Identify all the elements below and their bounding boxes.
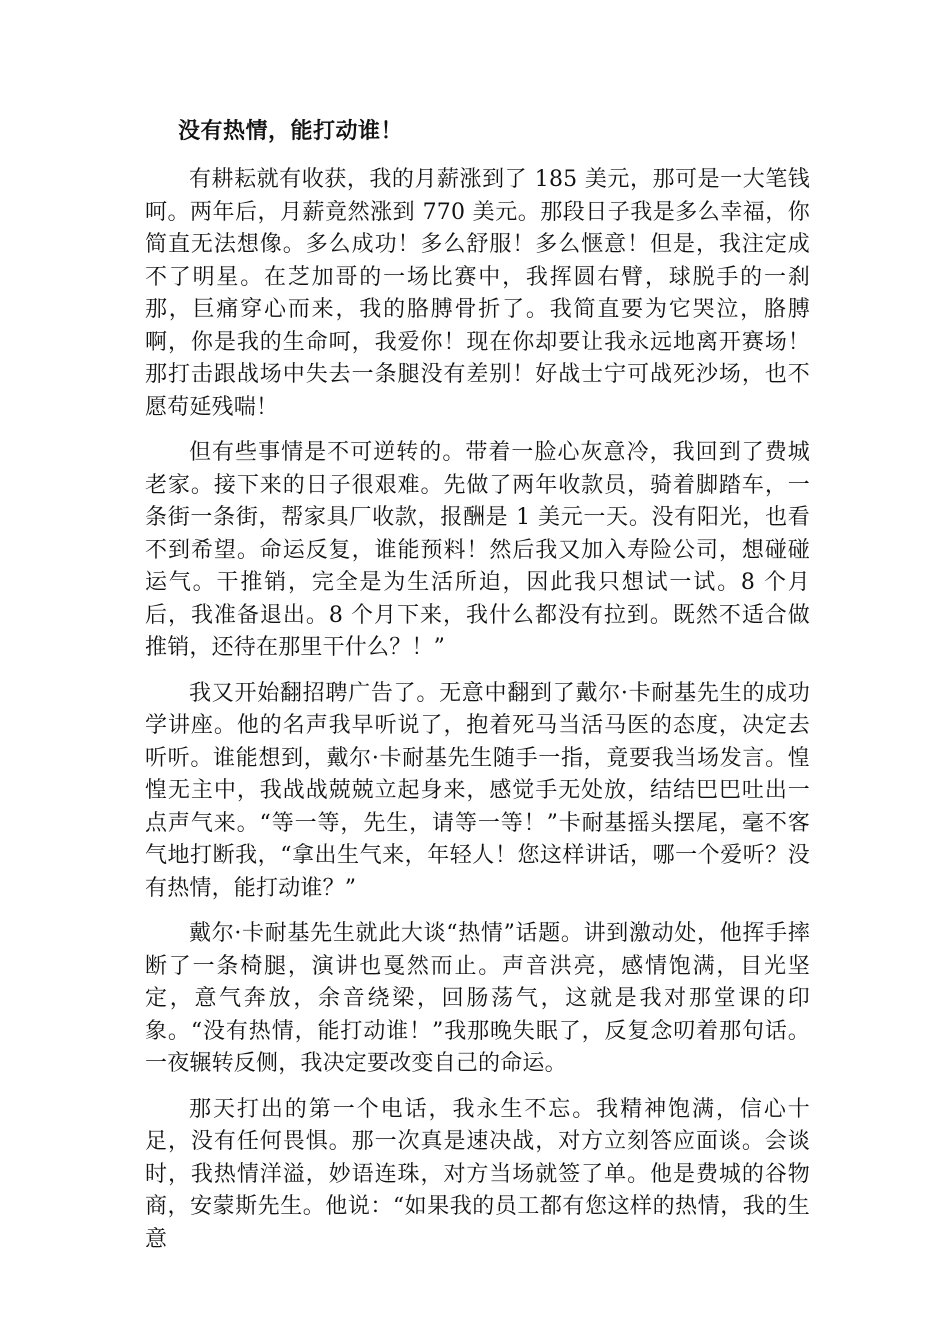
- paragraph: 有耕耘就有收获，我的月薪涨到了 185 美元，那可是一大笔钱呵。两年后，月薪竟然涨到 770 美元。那段日子我是多么幸福，你简直无法想像。多么成功！多么舒服！多么惬意！但是，我注定成不了明星。在芝加哥的一场比赛中，我挥圆右臂，球脱手的一刹那，巨痛穿心而来，我的胳膊骨折了。我简直要为它哭泣，胳膊啊，你是我的生命呵，我爱你！现在你却要让我永远地离开赛场！那打击跟战场中失去一条腿没有差别！好战士宁可战死沙场，也不愿苟延残喘！: [145, 167, 810, 420]
- paragraph: 但有些事情是不可逆转的。带着一脸心灰意冷，我回到了费城老家。接下来的日子很艰难。先做了两年收款员，骑着脚踏车，一条街一条街，帮家具厂收款，报酬是 1 美元一天。没有阳光，也看不到希望。命运反复，谁能预料！然后我又加入寿险公司，想碰碰运气。干推销，完全是为生活所迫，因此我只想试一试。8 个月后，我准备退出。8 个月下来，我什么都没有拉到。既然不适合做推销，还待在那里干什么？！”: [145, 440, 810, 660]
- paragraph: 戴尔·卡耐基先生就此大谈“热情”话题。讲到激动处，他挥手摔断了一条椅腿，演讲也戛然而止。声音洪亮，感情饱满，目光坚定，意气奔放，余音绕梁，回肠荡气，这就是我对那堂课的印象。“没有热情，能打动谁！”我那晚失眠了，反复念叨着那句话。一夜辗转反侧，我决定要改变自己的命运。: [145, 921, 810, 1076]
- paragraph: 那天打出的第一个电话，我永生不忘。我精神饱满，信心十足，没有任何畏惧。那一次真是速决战，对方立刻答应面谈。会谈时，我热情洋溢，妙语连珠，对方当场就签了单。他是费城的谷物商，安蒙斯先生。他说：“如果我的员工都有您这样的热情，我的生意: [145, 1096, 810, 1252]
- page-title: 没有热情，能打动谁！: [178, 119, 404, 144]
- paragraph: 我又开始翻招聘广告了。无意中翻到了戴尔·卡耐基先生的成功学讲座。他的名声我早听说了，抱着死马当活马医的态度，决定去听听。谁能想到，戴尔·卡耐基先生随手一指，竟要我当场发言。惶惶无主中，我战战兢兢立起身来，感觉手无处放，结结巴巴吐出一点声气来。“等一等，先生，请等一等！”卡耐基摇头摆尾，毫不客气地打断我，“拿出生气来，年轻人！您这样讲话，哪一个爱听？没有热情，能打动谁？”: [145, 680, 810, 901]
- document-body: [145, 164, 810, 1269]
